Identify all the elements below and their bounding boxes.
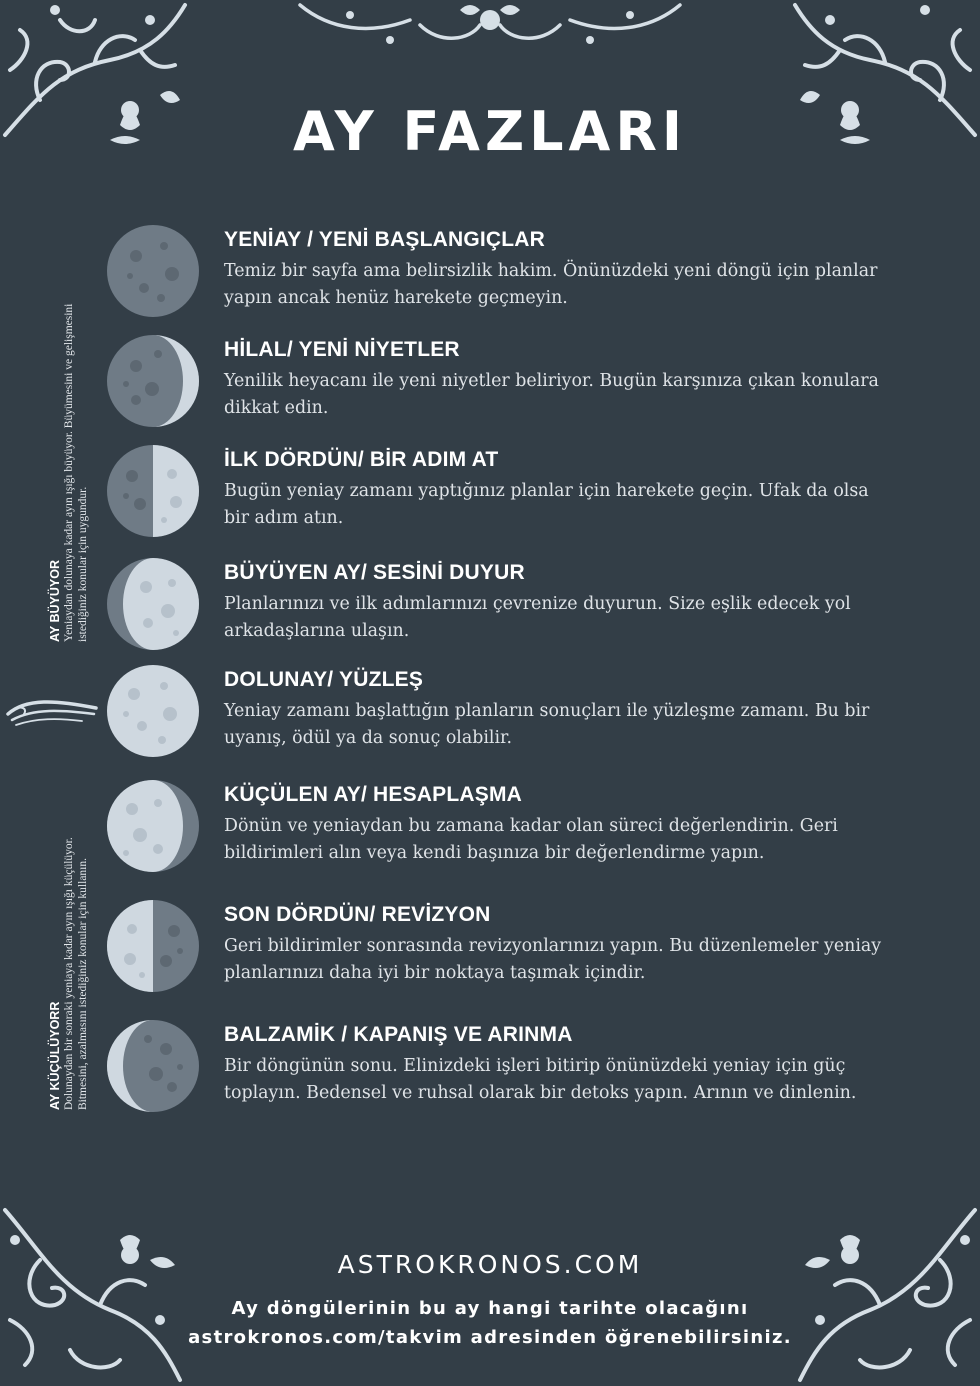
shrinking-description-line1: Dolunaydan bir sonraki yeniaya kadar ayın ışığı küçülüyor. [63, 837, 75, 1110]
waning-gibbous-icon [106, 779, 200, 873]
phase-heading: KÜÇÜLEN AY/ HESAPLAŞMA [224, 783, 523, 806]
balsamic-moon-icon [106, 1019, 200, 1113]
phase-heading: YENİAY / YENİ BAŞLANGIÇLAR [224, 228, 546, 251]
phase-description: Yeniay zamanı başlattığın planların sonuçları ile yüzleşme zamanı. Bu bir uyanış, ödül ya da sonuç olabilir. [224, 701, 870, 748]
growing-description-line1: Yeniaydan dolunaya kadar ayın ışığı büyüyor. Büyümesini ve gelişmesini [63, 303, 75, 642]
phase-description: Bugün yeniay zamanı yaptığınız planlar için harekete geçin. Ufak da olsa bir adım atın. [224, 481, 869, 528]
wave-icon [6, 694, 98, 734]
phase-heading: HİLAL/ YENİ NİYETLER [224, 338, 460, 361]
phase-description: Temiz bir sayfa ama belirsizlik hakim. Önünüzdeki yeni döngü için planlar yapın ancak henüz harekete geçmeyin. [224, 261, 878, 308]
phase-heading: SON DÖRDÜN/ REVİZYON [224, 903, 491, 926]
phase-heading: DOLUNAY/ YÜZLEŞ [224, 668, 424, 691]
ornament-top-center [290, 0, 690, 50]
phase-description: Planlarınızı ve ilk adımlarınızı çevrenize duyurun. Size eşlik edecek yol arkadaşlarına ulaşın. [224, 594, 851, 641]
shrinking-label: AY KÜÇÜLÜYORR [48, 1001, 62, 1110]
last-quarter-icon [106, 899, 200, 993]
footer-note [0, 1294, 980, 1352]
growing-side-text [48, 304, 90, 642]
shrinking-side-text [48, 837, 90, 1110]
shrinking-description-line2: Bitmesini, azalmasını istediğiniz konular için kullanın. [77, 858, 89, 1110]
waxing-gibbous-icon [106, 557, 200, 651]
new-moon-icon [106, 224, 200, 318]
phase-description: Yenilik heyacanı ile yeni niyetler beliriyor. Bugün karşınıza çıkan konulara dikkat edin. [224, 371, 879, 418]
footer-note-line2: astrokronos.com/takvim adresinden öğrenebilirsiniz. [188, 1327, 792, 1348]
footer-note-line1: Ay döngülerinin bu ay hangi tarihte olacağını [231, 1298, 749, 1319]
phase-description: Geri bildirimler sonrasında revizyonlarınızı yapın. Bu düzenlemeler yeniay planlarınızı daha iyi bir noktaya taşımak içindir. [224, 936, 882, 983]
first-quarter-icon [106, 444, 200, 538]
full-moon-icon [106, 664, 200, 758]
phase-heading: BÜYÜYEN AY/ SESİNİ DUYUR [224, 561, 525, 584]
ornament-bottom-right [790, 1200, 980, 1386]
ornament-bottom-left [0, 1200, 190, 1386]
growing-description-line2: istediğiniz konular için uygundur. [77, 486, 89, 642]
phase-heading: BALZAMİK / KAPANIŞ VE ARINMA [224, 1023, 573, 1046]
website-link[interactable]: ASTROKRONOS.COM [337, 1250, 643, 1279]
phase-heading: İLK DÖRDÜN/ BİR ADIM AT [224, 448, 499, 471]
phase-description: Bir döngünün sonu. Elinizdeki işleri bitirip önünüzdeki yeniay için güç toplayın. Bedensel ve ruhsal olarak bir detoks yapın. Arının ve dinlenin. [224, 1056, 857, 1103]
phase-description: Dönün ve yeniaydan bu zamana kadar olan süreci değerlendirin. Geri bildirimleri alın veya kendi başınıza bir değerlendirme yapın. [224, 816, 838, 863]
waxing-crescent-icon [106, 334, 200, 428]
page-title: AY FAZLARI [292, 100, 688, 163]
growing-label: AY BÜYÜYOR [48, 560, 62, 642]
